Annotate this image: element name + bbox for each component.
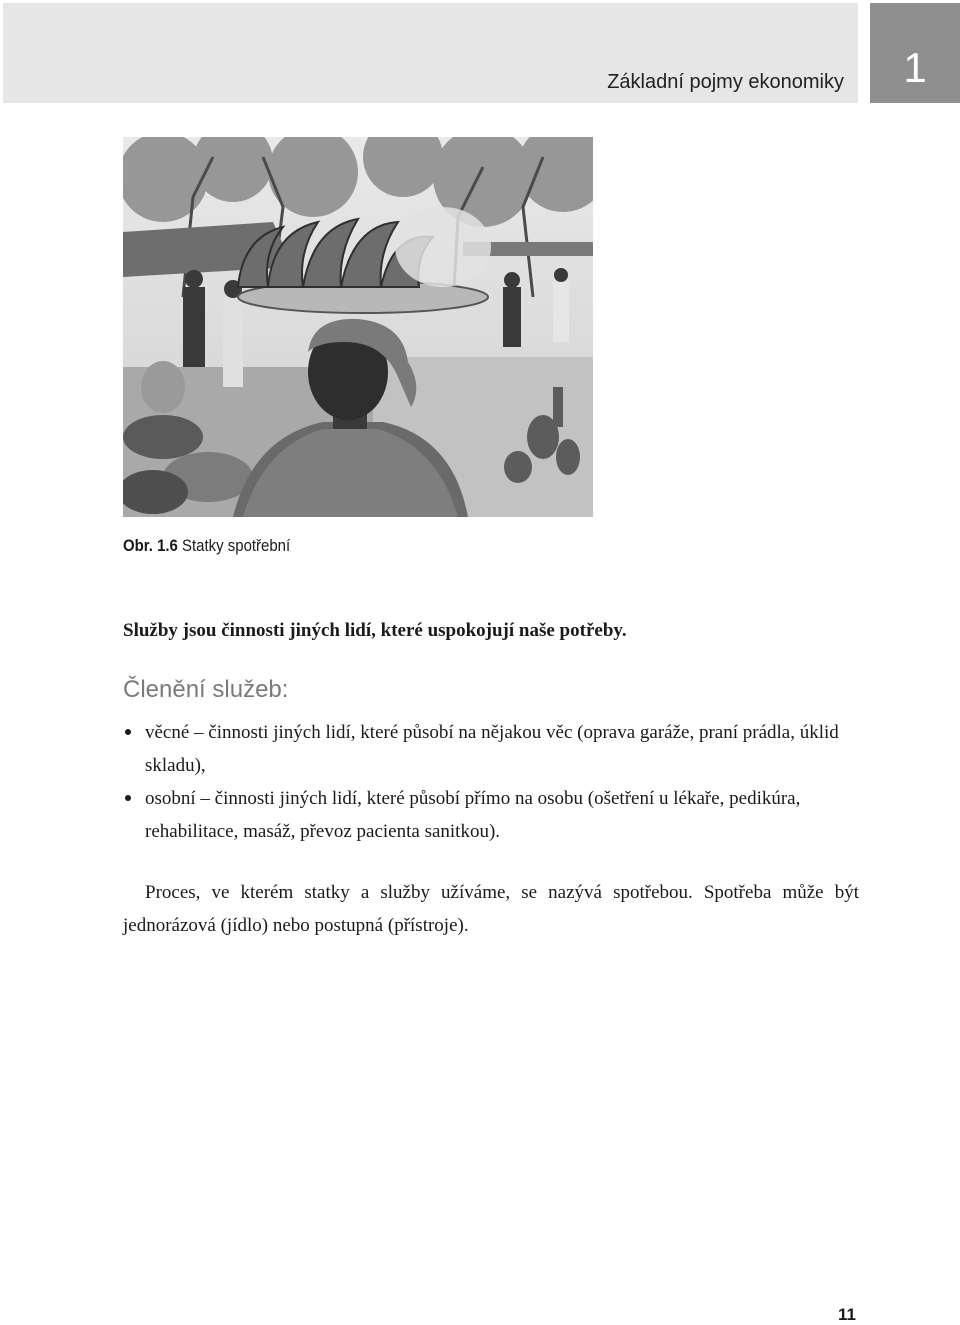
chapter-number: 1 bbox=[903, 44, 927, 91]
list-item-text: věcné – činnosti jiných lidí, které působí na nějakou věc (oprava garáže, praní prádla, úklid skladu), bbox=[145, 722, 839, 776]
list-item bbox=[123, 782, 863, 848]
services-definition: Služby jsou činnosti jiných lidí, které uspokojují naše potřeby. bbox=[123, 620, 627, 641]
list-item-text: osobní – činnosti jiných lidí, které působí přímo na osobu (ošetření u lékaře, pedikúra, rehabilitace, masáž, převoz pacienta sanitkou). bbox=[145, 788, 801, 842]
market-photo-illustration bbox=[123, 137, 593, 517]
services-list bbox=[123, 716, 863, 848]
consumption-paragraph: Proces, ve kterém statky a služby užíváme, se nazývá spotřebou. Spotřeba může být jednorázová (jídlo) nebo postupná (přístroje). bbox=[123, 882, 859, 936]
section-heading: Členění služeb: bbox=[123, 676, 289, 703]
page-number: 11 bbox=[838, 1305, 856, 1324]
running-header-title: Základní pojmy ekonomiky bbox=[607, 71, 844, 93]
list-item bbox=[123, 716, 863, 782]
figure-caption bbox=[123, 536, 290, 556]
bullet-icon bbox=[125, 795, 131, 801]
figure-caption-label: Obr. 1.6 bbox=[123, 536, 178, 555]
figure-caption-text: Statky spotřební bbox=[177, 536, 291, 555]
running-header bbox=[3, 3, 858, 103]
bullet-icon bbox=[125, 729, 131, 735]
market-photo bbox=[123, 137, 593, 517]
chapter-tab bbox=[870, 3, 960, 103]
